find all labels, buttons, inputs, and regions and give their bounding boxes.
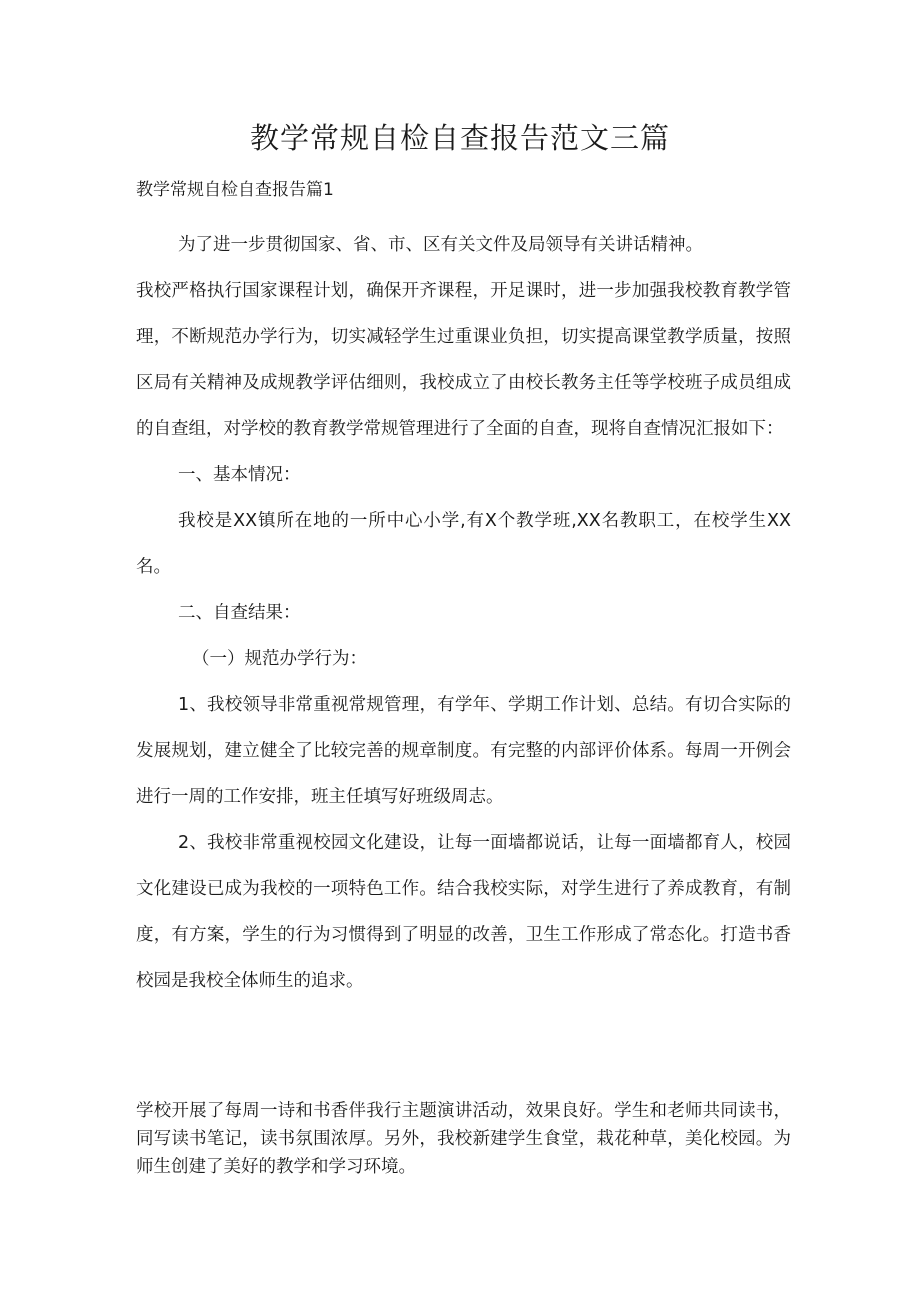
- paragraph-main: 我校严格执行国家课程计划，确保开齐课程，开足课时，进一步加强我校教育教学管理，不断规范办学行为，切实减轻学生过重课业负担，切实提高课堂教学质量，按照区局有关精神及成规教学评估细则，我校成立了由校长教务主任等学校班子成员组成的自查组，对学校的教育教学常规管理进行了全面的自查，现将自查情况汇报如下：: [136, 281, 791, 439]
- paragraph-item-1: 1、我校领导非常重视常规管理，有学年、学期工作计划、总结。有切合实际的发展规划，建立健全了比较完善的规章制度。有完整的内部评价体系。每周一开例会进行一周的工作安排，班主任填写好班级周志。: [136, 695, 791, 807]
- paragraph-basic-info: 我校是XX镇所在地的一所中心小学,有X个教学班,XX名教职工，在校学生XX名。: [136, 511, 791, 577]
- heading-self-check-results: 二、自查结果：: [178, 603, 301, 623]
- paragraph-intro: 为了进一步贯彻国家、省、市、区有关文件及局领导有关讲话精神。: [178, 235, 703, 255]
- paragraph-tail: 学校开展了每周一诗和书香伴我行主题演讲活动，效果良好。学生和老师共同读书，同写读书笔记，读书氛围浓厚。另外，我校新建学生食堂，栽花种草，美化校园。为师生创建了美好的教学和学习环境。: [136, 1101, 791, 1177]
- heading-basic-info: 一、基本情况：: [178, 465, 301, 485]
- document-title: 教学常规自检自查报告范文三篇: [249, 121, 670, 155]
- paragraph-item-2: 2、我校非常重视校园文化建设，让每一面墙都说话，让每一面墙都育人，校园文化建设已成为我校的一项特色工作。结合我校实际，对学生进行了养成教育，有制度，有方案，学生的行为习惯得到了明显的改善，卫生工作形成了常态化。打造书香校园是我校全体师生的追求。: [136, 833, 791, 991]
- document-body: [136, 222, 791, 1004]
- subheading-standard-behavior: （一）规范办学行为：: [192, 649, 367, 669]
- section-subtitle: 教学常规自检自查报告篇1: [136, 180, 334, 200]
